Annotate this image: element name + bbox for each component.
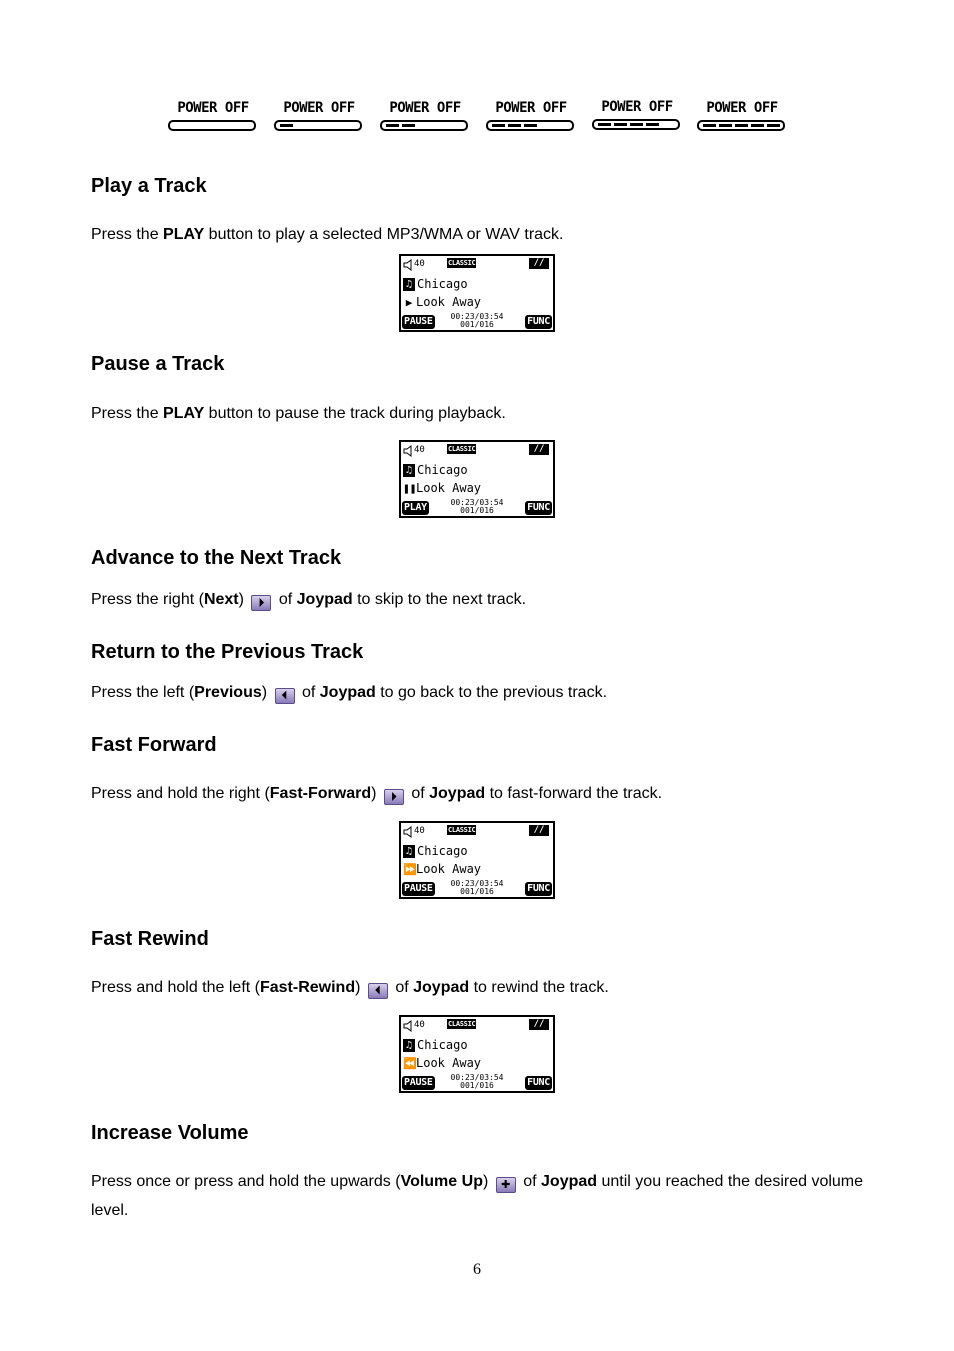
power-off-bar — [592, 119, 680, 130]
power-off-bar — [486, 120, 574, 131]
track-title: Look Away — [416, 295, 482, 309]
heading-previous: Return to the Previous Track — [91, 641, 364, 663]
eq-mode: CLASSIC — [448, 826, 476, 834]
fast-forward-text: Press and hold the right (Fast-Forward) ⏵ of Joypad to fast-forward the track. — [91, 785, 663, 803]
func-softkey: FUNC — [527, 883, 550, 894]
eq-mode: CLASSIC — [448, 1020, 476, 1028]
music-note-icon: ♫ — [403, 1039, 415, 1052]
time-display: 00:23/03:54 001/016 — [450, 879, 504, 896]
increase-volume-text: Press once or press and hold the upwards (Volume Up) ✚ of Joypad until you reached the desired volume level. — [91, 1173, 864, 1219]
power-off-indicator — [696, 100, 788, 136]
volume-value: 40 — [414, 259, 425, 269]
pause-softkey: PAUSE — [404, 883, 433, 894]
page-number: 6 — [473, 1261, 481, 1278]
rewind-icon: ⏴ — [368, 983, 388, 999]
power-off-bar — [697, 120, 785, 131]
artist-name: Chicago — [417, 277, 468, 291]
power-off-label: POWER OFF — [601, 99, 673, 115]
time-display: 00:23/03:54 001/016 — [450, 312, 504, 329]
fast-forward-state-icon: ⏩ — [403, 863, 417, 876]
plus-icon: ✚ — [496, 1177, 516, 1193]
battery-icon: // — [529, 825, 549, 836]
power-off-label: POWER OFF — [706, 100, 778, 116]
volume-value: 40 — [414, 445, 425, 455]
heading-next: Advance to the Next Track — [91, 547, 342, 569]
artist-name: Chicago — [417, 463, 468, 477]
power-off-label: POWER OFF — [495, 100, 567, 116]
track-title: Look Away — [416, 862, 482, 876]
music-note-icon: ♫ — [403, 464, 415, 477]
power-off-indicator — [167, 100, 259, 136]
power-off-indicator — [273, 100, 365, 136]
artist-name: Chicago — [417, 844, 468, 858]
battery-icon: // — [529, 444, 549, 455]
play-state-icon: ▶ — [405, 296, 413, 309]
lcd-screen-fast-forward — [399, 821, 555, 899]
battery-icon: // — [529, 1019, 549, 1030]
heading-increase-volume: Increase Volume — [91, 1122, 249, 1144]
artist-name: Chicago — [417, 1038, 468, 1052]
func-softkey: FUNC — [527, 1077, 550, 1088]
track-title: Look Away — [416, 481, 482, 495]
heading-fast-rewind: Fast Rewind — [91, 928, 209, 950]
play-text: Press the PLAY button to play a selected MP3/WMA or WAV track. — [91, 226, 564, 243]
next-text: Press the right (Next) ⏵ of Joypad to skip to the next track. — [91, 591, 527, 609]
power-off-label: POWER OFF — [283, 100, 355, 116]
time-display: 00:23/03:54 001/016 — [450, 1073, 504, 1090]
power-off-bar — [380, 120, 468, 131]
power-off-indicator — [379, 100, 471, 136]
previous-text: Press the left (Previous) ⏴ of Joypad to go back to the previous track. — [91, 684, 608, 702]
fast-rewind-text: Press and hold the left (Fast-Rewind) ⏴ of Joypad to rewind the track. — [91, 979, 609, 997]
power-off-label: POWER OFF — [389, 100, 461, 116]
heading-pause: Pause a Track — [91, 353, 225, 375]
func-softkey: FUNC — [527, 502, 550, 513]
power-off-indicator — [591, 99, 683, 135]
play-softkey: PLAY — [404, 502, 427, 513]
power-off-bar — [168, 120, 256, 131]
power-off-indicator — [485, 100, 577, 136]
time-display: 00:23/03:54 001/016 — [450, 498, 504, 515]
track-title: Look Away — [416, 1056, 482, 1070]
music-note-icon: ♫ — [403, 845, 415, 858]
heading-fast-forward: Fast Forward — [91, 734, 217, 756]
pause-softkey: PAUSE — [404, 1077, 433, 1088]
rewind-state-icon: ⏪ — [403, 1057, 417, 1070]
func-softkey: FUNC — [527, 316, 550, 327]
fast-forward-icon: ⏵ — [384, 789, 404, 805]
power-off-bar — [274, 120, 362, 131]
music-note-icon: ♫ — [403, 278, 415, 291]
volume-value: 40 — [414, 1020, 425, 1030]
lcd-screen-play — [399, 254, 555, 332]
pause-text: Press the PLAY button to pause the track during playback. — [91, 405, 506, 422]
lcd-screen-fast-rewind — [399, 1015, 555, 1093]
next-icon: ⏵ — [251, 595, 271, 611]
pause-softkey: PAUSE — [404, 316, 433, 327]
lcd-screen-pause — [399, 440, 555, 518]
heading-play: Play a Track — [91, 175, 207, 197]
battery-icon: // — [529, 258, 549, 269]
volume-value: 40 — [414, 826, 425, 836]
pause-state-icon: ❚❚ — [403, 482, 417, 495]
eq-mode: CLASSIC — [448, 445, 476, 453]
eq-mode: CLASSIC — [448, 259, 476, 267]
previous-icon: ⏴ — [275, 688, 295, 704]
power-off-label: POWER OFF — [177, 100, 249, 116]
